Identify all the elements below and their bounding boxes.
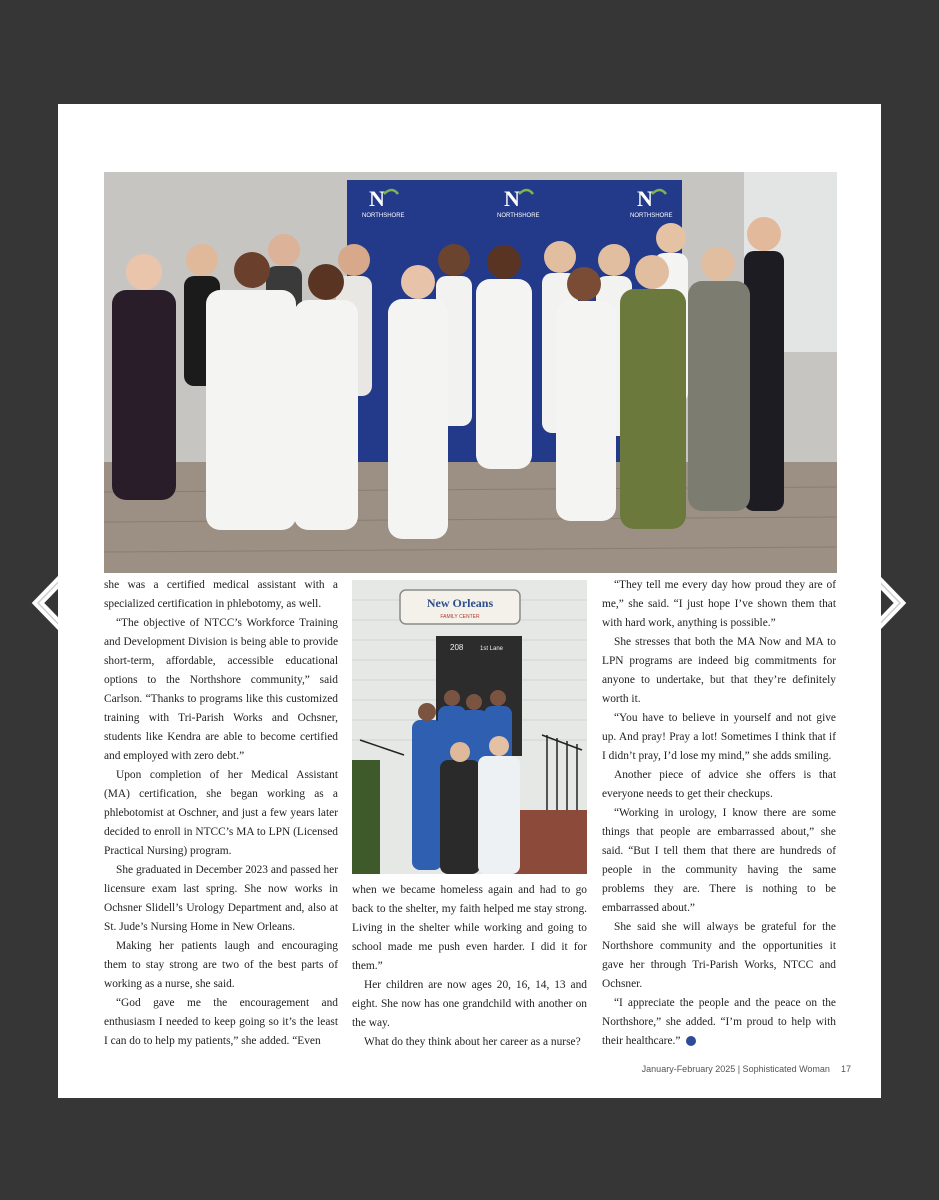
magazine-page xyxy=(58,104,881,1098)
shelter-group-photo xyxy=(352,580,587,874)
paragraph: “They tell me every day how proud they are of me,” she said. “I just hope I’ve shown them that with hard work, anything is possible.” xyxy=(602,579,836,629)
page-footer xyxy=(642,1064,851,1074)
article-column-1 xyxy=(104,576,338,1051)
paragraph: She said she will always be grateful for the Northshore community and the opportunities it gave her through Tri-Parish Works, NTCC and Ochsner. xyxy=(602,921,836,990)
paragraph-final xyxy=(602,994,836,1051)
banner-logo-left: N xyxy=(369,186,385,211)
paragraph: “Working in urology, I know there are some things that people are embarrassed about,” she said. “But I tell them that there are hundreds of people in the community having the same problems they are. There is nothing to be embarrassed about.” xyxy=(602,807,836,914)
shelter-sign-subtext: FAMILY CENTER xyxy=(440,614,480,620)
banner-logo-right-text: NORTHSHORE xyxy=(630,213,673,219)
article-column-3 xyxy=(602,576,836,1051)
address-street: 1st Lane xyxy=(480,646,504,652)
paragraph: Her children are now ages 20, 16, 14, 13 and eight. She now has one grandchild with another on the way. xyxy=(352,979,587,1029)
article-column-2 xyxy=(352,881,587,1052)
banner-logo-center: N xyxy=(504,186,520,211)
paragraph: “God gave me the encouragement and enthusiasm I needed to keep going so it’s the least I can do to help my patients,” she added. “Even xyxy=(104,997,338,1047)
paragraph: Upon completion of her Medical Assistant (MA) certification, she began working as a phlebotomist at Oschner, and just a few years later decided to enroll in NTCC’s MA to LPN (Licensed Practical Nursing) program. xyxy=(104,769,338,857)
paragraph: She graduated in December 2023 and passed her licensure exam last spring. She now works in Ochsner Slidell’s Urology Department and, also at St. Jude’s Nursing Home in New Orleans. xyxy=(104,864,338,933)
paragraph: “The objective of NTCC’s Workforce Training and Development Division is being able to provide short-term, affordable, accessible educational options to the Northshore community,” said Carlson. “Thanks to programs like this customized training with Tri-Parish Works and Ochsner, students like Kendra are able to become certified and employed with zero debt.” xyxy=(104,617,338,762)
banner-logo-left-text: NORTHSHORE xyxy=(362,213,405,219)
paragraph: “You have to believe in yourself and not give up. And pray! Pray a lot! Sometimes I think that if I didn’t pray, I’d lose my mind,” she adds smiling. xyxy=(602,712,836,762)
address-number: 208 xyxy=(450,643,464,652)
end-mark-icon xyxy=(686,1036,696,1046)
final-paragraph-text: “I appreciate the people and the peace on the Northshore,” she added. “I’m proud to help with their healthcare.” xyxy=(602,997,836,1047)
issue-label: January-February 2025 | Sophisticated Woman xyxy=(641,1064,830,1074)
paragraph: Making her patients laugh and encouraging them to stay strong are two of the best parts of working as a nurse, she said. xyxy=(104,940,338,990)
page-number: 17 xyxy=(840,1064,851,1074)
paragraph: she was a certified medical assistant with a specialized certification in phlebotomy, as well. xyxy=(104,579,338,610)
banner-logo-right: N xyxy=(637,186,653,211)
paragraph: She stresses that both the MA Now and MA to LPN programs are indeed big commitments for anyone to undertake, but that they’re definitely worth it. xyxy=(602,636,836,705)
paragraph: Another piece of advice she offers is that everyone needs to get their checkups. xyxy=(602,769,836,800)
paragraph: when we became homeless again and had to go back to the shelter, my faith helped me stay strong. Living in the shelter while working and going to school made me push even harder. I did it for them.” xyxy=(352,884,587,972)
banner-logo-center-text: NORTHSHORE xyxy=(497,213,540,219)
group-photo xyxy=(104,172,837,573)
shelter-sign-text: New Orleans xyxy=(426,596,494,610)
paragraph: What do they think about her career as a nurse? xyxy=(364,1036,581,1048)
